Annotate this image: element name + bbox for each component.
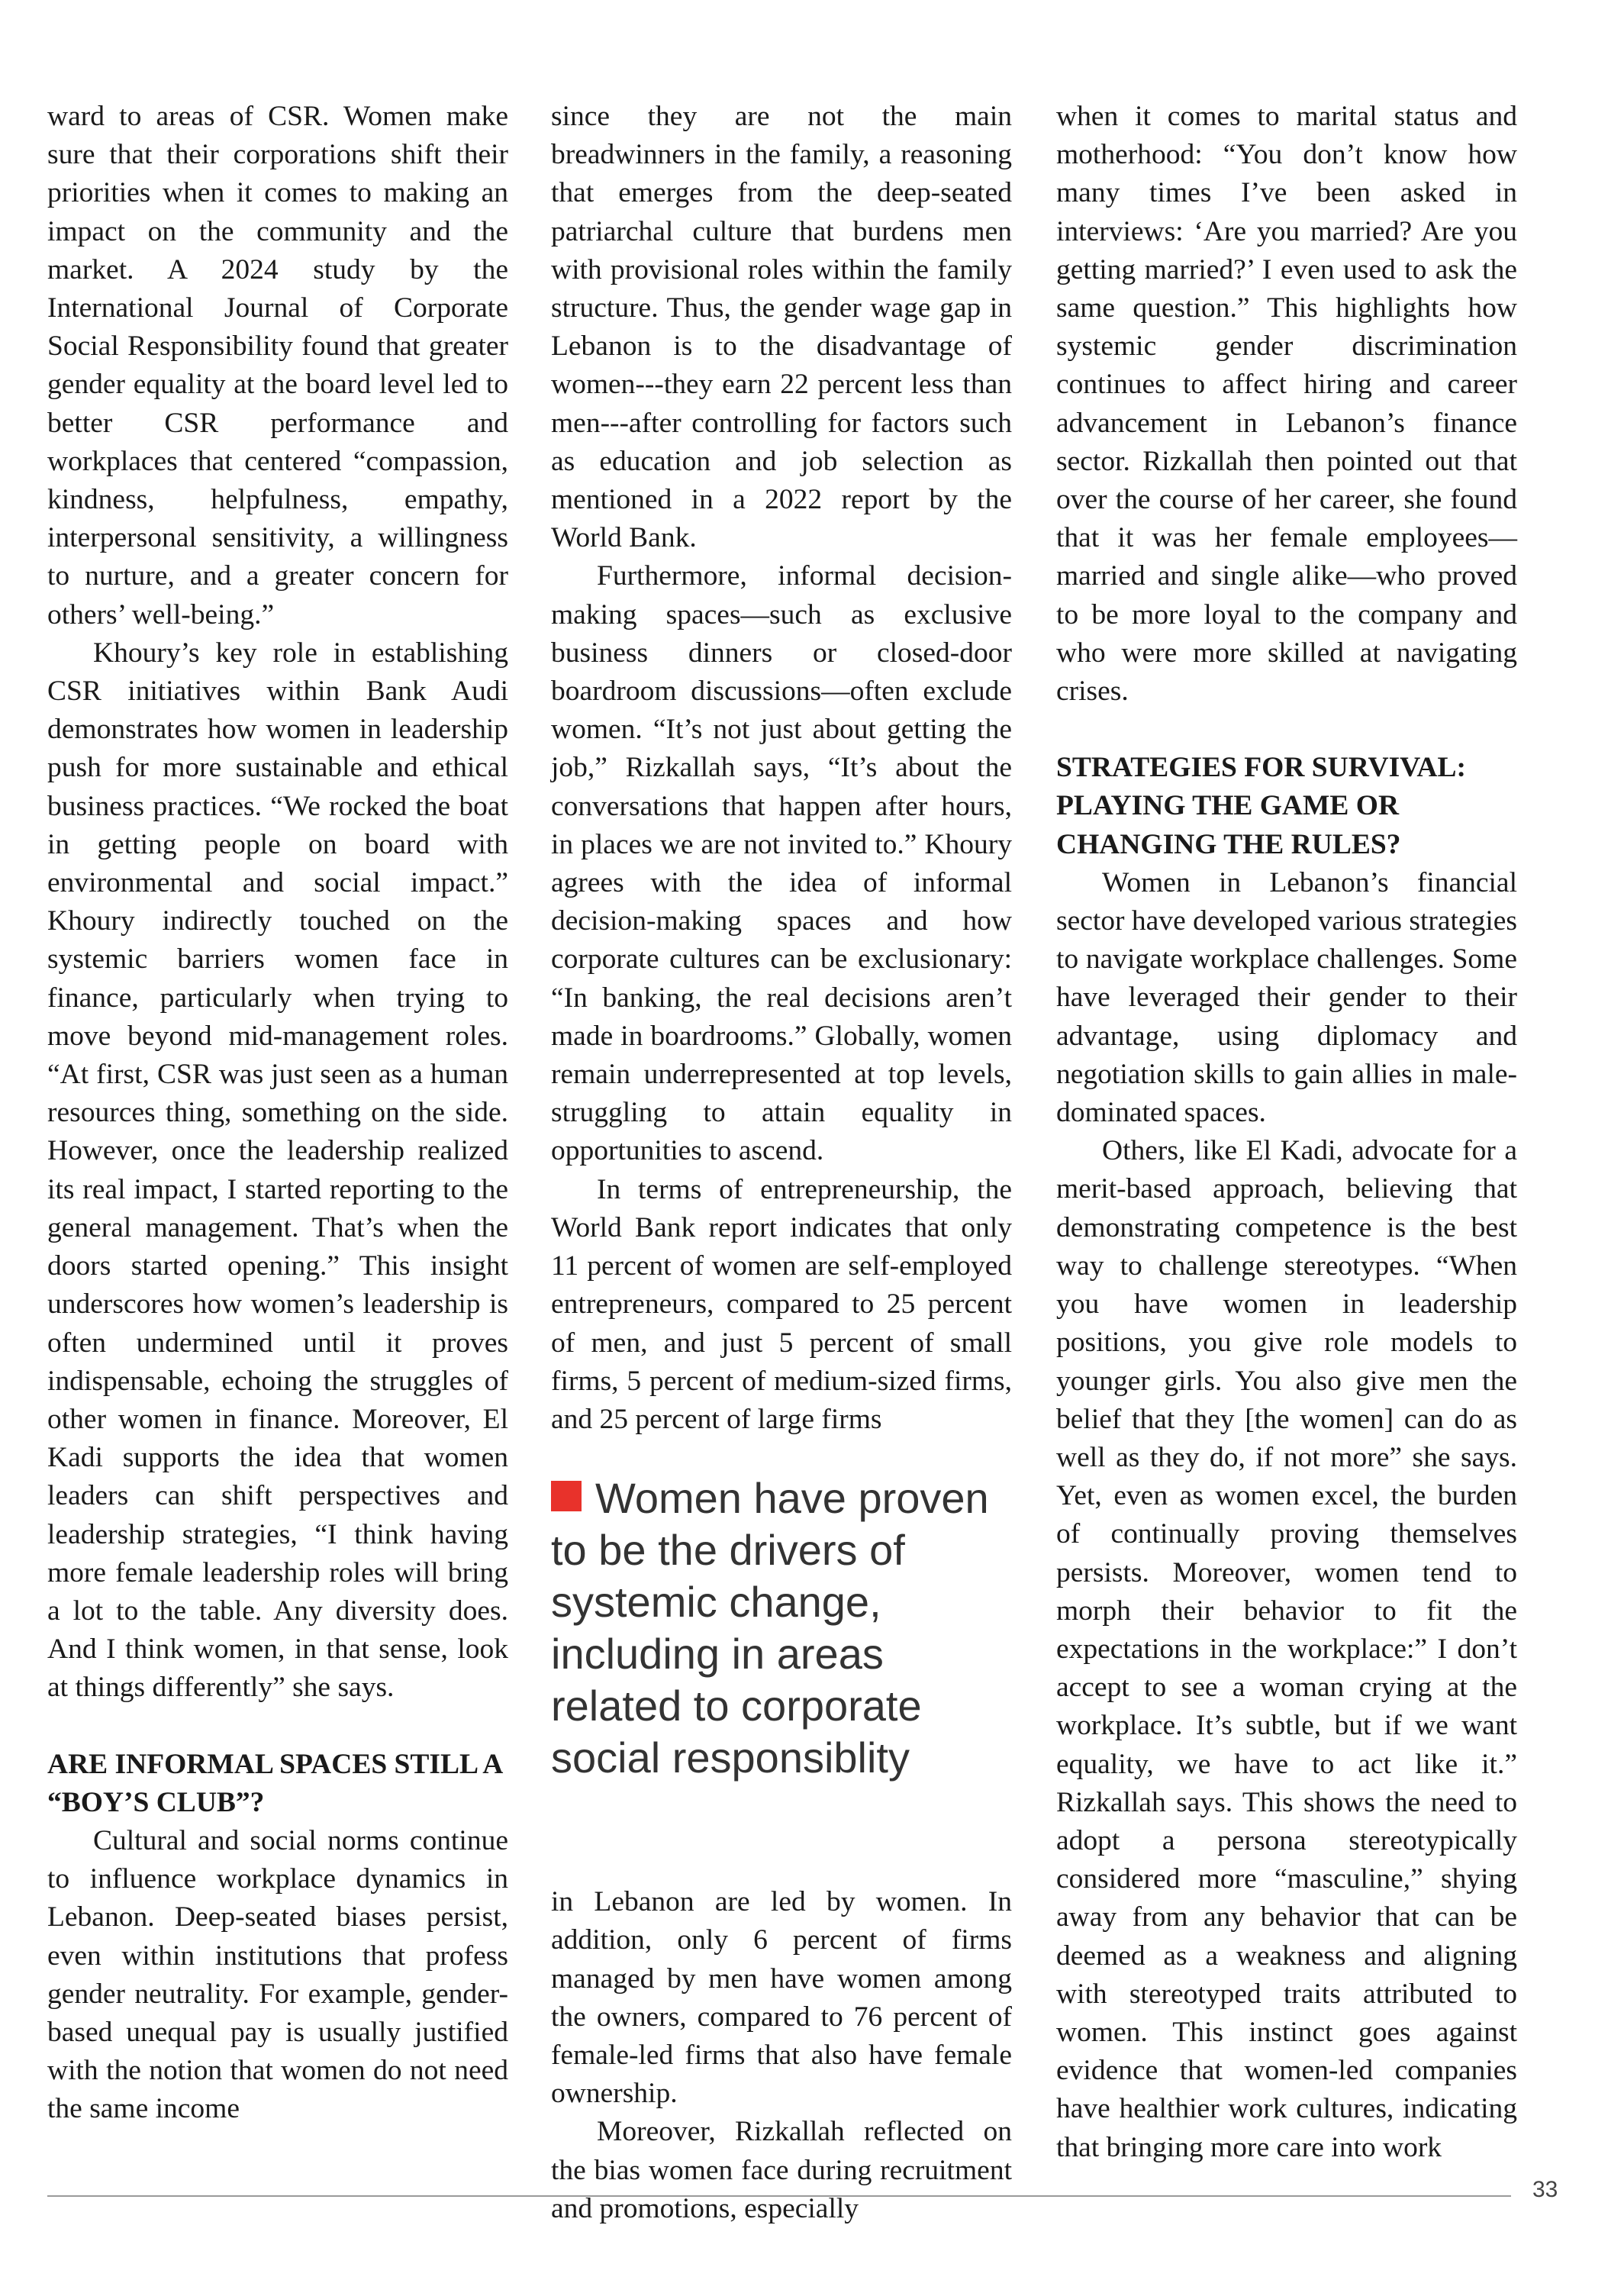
- body-paragraph: In terms of entrepreneurship, the World Bank report indicates that only 11 percent of women are self-employed entrepreneurs, compared to 25 percent of men, and just 5 percent of small firms, 5 percent of medium-sized firms, and 25 percent of large firms: [551, 1173, 1012, 1435]
- section-heading: ARE INFORMAL SPACES STILL A “BOY’S CLUB”?: [47, 1748, 502, 1818]
- red-square-icon: [551, 1481, 582, 1511]
- body-paragraph: Women in Lebanon’s financial sector have developed various strategies to navigate workplace challenges. Some have leveraged their gender to their advantage, using diplomacy and negotiation skills to gain allies in male-dominated spaces.: [1056, 866, 1517, 1129]
- body-paragraph: Moreover, Rizkallah reflected on the bias women face during recruitment and promotions, especially: [551, 2116, 1012, 2224]
- body-paragraph: when it comes to marital status and motherhood: “You don’t know how many times I’ve been asked in interviews: ‘Are you married? Are you getting married?’ I even used to ask the same question.” This highlights how systemic gender discrimination continues to affect hiring and career advancement in Lebanon’s finance sector. Rizkallah then pointed out that over the course of her career, she found that it was her female employees—married and single alike—who proved to be more loyal to the company and who were more skilled at navigating crises.: [1056, 101, 1517, 708]
- body-paragraph: Furthermore, informal decision-making spaces—such as exclusive business dinners or closed-door boardroom discussions—often exclude women. “It’s not just about getting the job,” Rizkallah says, “It’s about the conversations that happen after hours, in places we are not invited to.” Khoury agrees with the idea of informal decision-making spaces and how corporate cultures can be exclusionary: “In banking, the real decisions aren’t made in boardrooms.” Globally, women remain underrepresented at top levels, struggling to attain equality in opportunities to ascend.: [551, 560, 1012, 1167]
- body-paragraph: Khoury’s key role in establishing CSR initiatives within Bank Audi demonstrates how women in leadership push for more sustainable and ethical business practices. “We rocked the boat in getting people on board with environmental and social impact.” Khoury indirectly touched on the systemic barriers women face in finance, particularly when trying to move beyond mid-management roles. “At first, CSR was just seen as a human resources thing, something on the side. However, once the leadership realized its real impact, I started reporting to the general management. That’s when the doors started opening.” This insight underscores how women’s leadership is often undermined until it proves indispensable, echoing the struggles of other women in finance. Moreover, El Kadi supports the idea that women leaders can shift perspectives and leadership strategies, “I think having more female leadership roles will bring a lot to the table. Any diversity does. And I think women, in that sense, look at things differently” she says.: [47, 637, 508, 1704]
- article-column-1: [47, 98, 508, 2129]
- article-column-3: [1056, 98, 1517, 2167]
- body-paragraph: in Lebanon are led by women. In addition, only 6 percent of firms managed by men have women among the owners, compared to 76 percent of female-led firms that also have female ownership.: [551, 1886, 1012, 2110]
- body-paragraph: ward to areas of CSR. Women make sure that their corporations shift their priorities when it comes to making an impact on the community and the market. A 2024 study by the International Journal of Corporate Social Responsibility found that greater gender equality at the board level led to better CSR performance and workplaces that centered “compassion, kindness, helpfulness, empathy, interpersonal sensitivity, a willingness to nurture, and a greater concern for others’ well-being.”: [47, 101, 508, 630]
- body-paragraph: since they are not the main breadwinners in the family, a reasoning that emerges from the deep-seated patriarchal culture that burdens men with provisional roles within the family structure. Thus, the gender wage gap in Lebanon is to the disadvantage of women---they earn 22 percent less than men---after controlling for factors such as education and job selection as mentioned in a 2022 report by the World Bank.: [551, 101, 1012, 554]
- footer-rule: [47, 2195, 1511, 2197]
- section-heading: STRATEGIES FOR SURVIVAL: PLAYING THE GAME OR CHANGING THE RULES?: [1056, 752, 1467, 860]
- pull-quote-text: Women have proven to be the drivers of systemic change, including in areas related to corporate social responsiblity: [551, 1474, 989, 1782]
- pull-quote: [551, 1472, 1012, 1784]
- article-column-2: [551, 98, 1012, 2228]
- body-paragraph: Others, like El Kadi, advocate for a merit-based approach, believing that demonstrating competence is the best way to challenge stereotypes. “When you have women in leadership positions, you give role models to younger girls. You also give men the belief that they [the women] can do as well as they do, if not more” she says. Yet, even as women excel, the burden of continually proving themselves persists. Moreover, women tend to morph their behavior to fit the expectations in the workplace:” I don’t accept to see a woman crying at the workplace. It’s subtle, but if we want equality, we have to act like it.” Rizkallah says. This shows the need to adopt a persona stereotypically considered more “masculine,” shying away from any behavior that can be deemed as a weakness and aligning with stereotyped traits attributed to women. This instinct goes against evidence that women-led companies have healthier work cultures, indicating that bringing more care into work: [1056, 1135, 1517, 2163]
- page-number: 33: [1532, 2177, 1558, 2202]
- body-paragraph: Cultural and social norms continue to influence workplace dynamics in Lebanon. Deep-seated biases persist, even within institutions that profess gender neutrality. For example, gender-based unequal pay is usually justified with the notion that women do not need the same income: [47, 1824, 508, 2125]
